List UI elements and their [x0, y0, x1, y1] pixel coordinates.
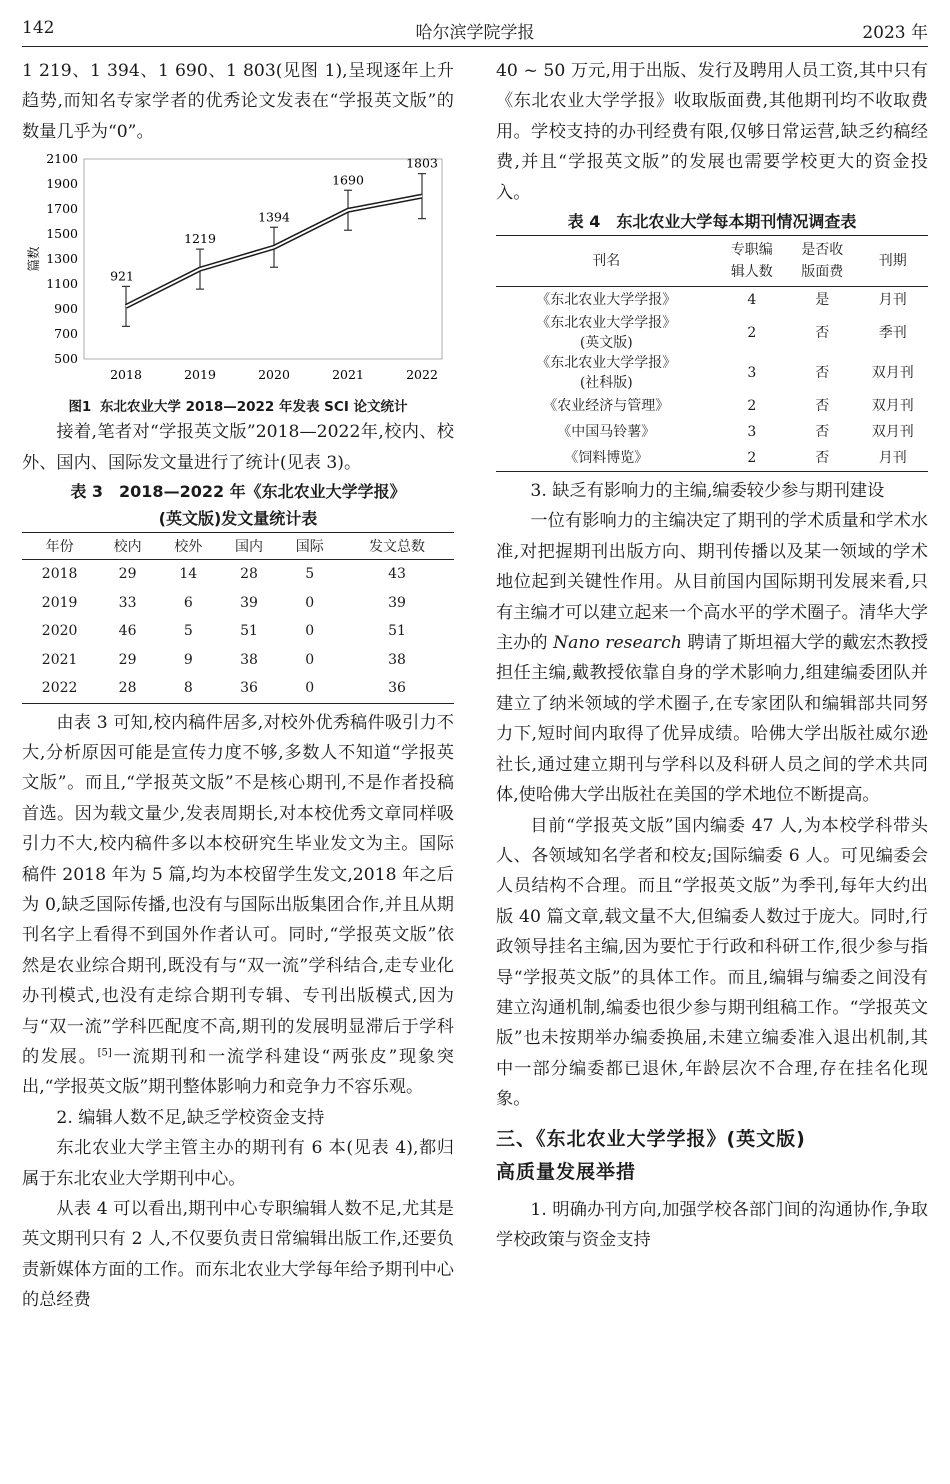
table-4	[496, 235, 928, 472]
table-cell: 《农业经济与管理》	[543, 398, 670, 415]
table-cell: 《东北农业大学学报》	[536, 292, 677, 309]
paragraph-text: 由表 3 可知,校内稿件居多,对校外优秀稿件吸引力不大,分析原因可能是宣传力度不够,多数人不知道“学报英文版”。而且,“学报英文版”不是核心期刊,不是作者投稿首选。因为载文量少,发表周期长,对本校优秀文章同样吸引力不大,校内稿件多以本校研究生毕业发文为主。国际稿件 2018 年为 5 篇,均为本校留学生发文,2018 年之后为 0,缺乏国际传播,也没有与国际出版集团合作,并且从期刊名字上看得不到国外作者认可。同时,“学报英文版”依然是农业综合期刊,既没有与“双一流”学科结合,走专业化办刊模式,也没有走综合期刊专辑、专刊出版模式,因为与“双一流”学科匹配度不高,期刊的发展明显滞后于学科的发展。	[22, 712, 454, 1067]
y-tick-label: 500	[54, 351, 78, 367]
paragraph	[496, 506, 928, 810]
table-3-header-cell: 年份	[22, 533, 97, 560]
table-cell: 36	[340, 674, 454, 703]
table-cell: 《中国马铃薯》	[557, 424, 656, 441]
table-cell: 2	[747, 325, 757, 342]
x-tick-label: 2022	[406, 367, 438, 383]
table-cell: 8	[158, 674, 219, 703]
data-label: 1803	[406, 155, 438, 171]
table-cell: 38	[240, 651, 258, 668]
table-cell: 28	[240, 566, 258, 583]
x-tick-label: 2020	[258, 367, 290, 383]
y-tick-label: 1100	[46, 276, 78, 292]
table-3-caption-line-2: (英文版)发文量统计表	[158, 509, 318, 529]
paragraph-text: 一流期刊和一流学科建设“两张皮”现象突出,“学报英文版”期刊整体影响力和竞争力不容乐观。	[22, 1047, 454, 1098]
figure-label: 图1	[68, 399, 92, 416]
paragraph-text: 一位有影响力的主编决定了期刊的学术质量和学术水准,对把握期刊出版方向、期刊传播以及某一领域的学术地位起到关键性作用。从目前国内国际期刊发展来看,只有主编才可以建立起来一个高水平的学术圈子。清华大学主办的	[496, 511, 928, 654]
section-title	[496, 1123, 928, 1189]
table-cell: 29	[118, 566, 137, 583]
table-3-header-cell: 校内	[97, 533, 158, 560]
table-4-header-cell: 刊名	[496, 236, 717, 287]
paragraph: 接着,笔者对“学报英文版”2018—2022年,校内、校外、国内、国际发文量进行了统计(见表 3)。	[22, 422, 454, 473]
table-row	[22, 560, 454, 589]
x-tick-label: 2021	[332, 367, 364, 383]
subheading: 2. 编辑人数不足,缺乏学校资金支持	[56, 1107, 325, 1128]
table-cell: 《东北农业大学学报》 (社科版)	[536, 355, 677, 392]
table-header-row	[22, 533, 454, 560]
running-header	[22, 14, 928, 44]
table-3-caption-line-1: 表 3 2018—2022 年《东北农业大学学报》	[70, 482, 406, 502]
y-tick-label: 700	[54, 326, 78, 342]
table-cell: 5	[305, 566, 315, 583]
y-tick-label: 1700	[46, 201, 78, 217]
table-cell: 否	[815, 398, 830, 415]
journal-name: 哈尔滨学院学报	[415, 23, 535, 43]
table-cell: 39	[240, 594, 258, 611]
table-3	[22, 532, 454, 704]
table-row	[496, 393, 928, 419]
table-row	[22, 589, 454, 618]
table-cell: 2	[747, 398, 757, 415]
section-title-line-2: 高质量发展举措	[496, 1160, 637, 1183]
paragraph: 1. 明确办刊方向,加强学校各部门间的沟通协作,争取学校政策与资金支持	[496, 1199, 928, 1250]
table-cell: 否	[815, 325, 830, 342]
table-4-header-cell: 专职编 辑人数	[717, 236, 787, 287]
table-cell: 否	[815, 365, 830, 382]
data-label: 1394	[258, 209, 290, 225]
table-cell: 51	[240, 623, 258, 640]
table-cell: 43	[388, 566, 406, 583]
paragraph: 1 219、1 394、1 690、1 803(见图 1),呈现逐年上升趋势,而知名专家学者的优秀论文发表在“学报英文版”的数量几乎为“0”。	[22, 61, 454, 142]
y-tick-label: 1500	[46, 226, 78, 242]
right-column	[496, 56, 928, 1255]
table-cell: 46	[118, 623, 137, 640]
table-row	[22, 646, 454, 675]
data-label: 921	[110, 268, 134, 284]
table-cell: 0	[305, 594, 315, 611]
table-4-header-cell: 是否收 版面费	[787, 236, 857, 287]
y-tick-label: 1900	[46, 176, 78, 192]
paragraph: 目前“学报英文版”国内编委 47 人,为本校学科带头人、各领域知名学者和校友;国际编委 6 人。可见编委会人员结构不合理。而且“学报英文版”为季刊,每年大约出版 40 篇文章,载文量不大,但编委人数过于庞大。同时,行政领导挂名主编,因为要忙于行政和科研工作,很少参与指导“学报英文版”的具体工作。而且,编辑与编委之间没有建立沟通机制,编委也很少参与期刊组稿工作。“学报英文版”也未按期举办编委换届,未建立编委准入退出机制,其中一部分编委都已退休,年龄层次不合理,存在挂名化现象。	[496, 815, 928, 1110]
paragraph-text: 聘请了斯坦福大学的戴宏杰教授担任主编,戴教授依靠自身的学术影响力,组建编委团队并建立了纳米领域的学术圈子,在专家团队和编辑部共同努力下,短时间内取得了优异成绩。哈佛大学出版社威尔逊社长,通过建立期刊与学科以及科研人员之间的学术共同体,使哈佛大学出版社在美国的学术地位不断提高。	[496, 633, 928, 806]
table-row	[496, 353, 928, 393]
table-4-caption: 表 4 东北农业大学每本期刊情况调查表	[567, 212, 857, 232]
table-cell: 《饲料博览》	[496, 445, 717, 472]
table-cell: 51	[388, 623, 406, 640]
table-3-header-cell: 国际	[279, 533, 340, 560]
left-column	[22, 56, 454, 1316]
journal-title-italic: Nano research	[553, 633, 682, 654]
table-cell: 2021	[41, 651, 78, 668]
table-cell: 3	[747, 424, 757, 441]
table-cell: 9	[183, 651, 193, 668]
table-row	[496, 445, 928, 472]
table-cell: 双月刊	[871, 398, 914, 415]
table-cell: 2018	[41, 566, 78, 583]
table-row	[22, 674, 454, 703]
table-cell: 0	[305, 651, 315, 668]
citation-ref: [5]	[97, 1047, 112, 1059]
paragraph	[22, 708, 454, 1103]
y-axis-label: 篇数	[26, 246, 41, 272]
x-tick-label: 2019	[184, 367, 216, 383]
table-cell: 14	[179, 566, 198, 583]
table-cell: 2022	[22, 674, 97, 703]
table-cell: 33	[118, 594, 137, 611]
table-cell: 39	[388, 594, 406, 611]
table-cell: 2	[717, 445, 787, 472]
y-tick-label: 900	[54, 301, 78, 317]
table-cell: 是	[815, 292, 830, 309]
x-tick-label: 2018	[110, 367, 142, 383]
table-cell: 5	[183, 623, 193, 640]
plot-frame	[84, 159, 442, 359]
table-cell: 月刊	[858, 445, 929, 472]
data-label: 1690	[332, 172, 364, 188]
subheading: 3. 缺乏有影响力的主编,编委较少参与期刊建设	[530, 481, 885, 502]
y-tick-label: 1300	[46, 251, 78, 267]
table-cell: 否	[787, 445, 857, 472]
table-row	[22, 617, 454, 646]
table-cell: 6	[183, 594, 193, 611]
header-year: 2023 年	[862, 23, 928, 43]
table-cell: 4	[747, 292, 757, 309]
figure-1-chart	[22, 151, 454, 391]
table-cell: 否	[815, 424, 830, 441]
table-4-header-cell: 刊期	[858, 236, 929, 287]
table-cell: 季刊	[878, 325, 907, 342]
table-row	[496, 419, 928, 445]
paragraph: 40 ~ 50 万元,用于出版、发行及聘用人员工资,其中只有《东北农业大学学报》收取版面费,其他期刊均不收取费用。学校支持的办刊经费有限,仅够日常运营,缺乏约稿经费,并且“学报英文版”的发展也需要学校更大的资金投入。	[496, 61, 928, 203]
table-3-header-cell: 发文总数	[340, 533, 454, 560]
table-cell: 2020	[41, 623, 78, 640]
table-cell: 月刊	[878, 292, 907, 309]
table-cell: 2019	[41, 594, 78, 611]
table-cell: 36	[219, 674, 280, 703]
section-title-line-1: 三、《东北农业大学学报》(英文版)	[496, 1127, 806, 1150]
page-number: 142	[22, 18, 55, 38]
y-tick-label: 2100	[46, 151, 78, 167]
header-rule	[22, 46, 928, 47]
table-cell: 双月刊	[871, 424, 914, 441]
table-cell: 双月刊	[871, 365, 914, 382]
table-header-row	[496, 236, 928, 287]
table-row	[496, 313, 928, 353]
table-cell: 3	[747, 365, 757, 382]
table-cell: 38	[388, 651, 406, 668]
figure-caption-text: 东北农业大学 2018—2022 年发表 SCI 论文统计	[99, 399, 408, 416]
paragraph: 从表 4 可以看出,期刊中心专职编辑人数不足,尤其是英文期刊只有 2 人,不仅要负责日常编辑出版工作,还要负责新媒体方面的工作。而东北农业大学每年给予期刊中心的总经费	[22, 1199, 454, 1311]
table-cell: 28	[97, 674, 158, 703]
table-cell: 0	[279, 674, 340, 703]
table-row	[496, 287, 928, 314]
table-cell: 0	[305, 623, 315, 640]
table-3-header-cell: 国内	[219, 533, 280, 560]
paragraph: 东北农业大学主管主办的期刊有 6 本(见表 4),都归属于东北农业大学期刊中心。	[22, 1138, 454, 1189]
table-cell: 《东北农业大学学报》 (英文版)	[536, 315, 677, 352]
line-chart	[22, 151, 454, 391]
table-3-header-cell: 校外	[158, 533, 219, 560]
data-label: 1219	[184, 231, 216, 247]
figure-caption	[22, 395, 454, 415]
table-cell: 29	[118, 651, 137, 668]
